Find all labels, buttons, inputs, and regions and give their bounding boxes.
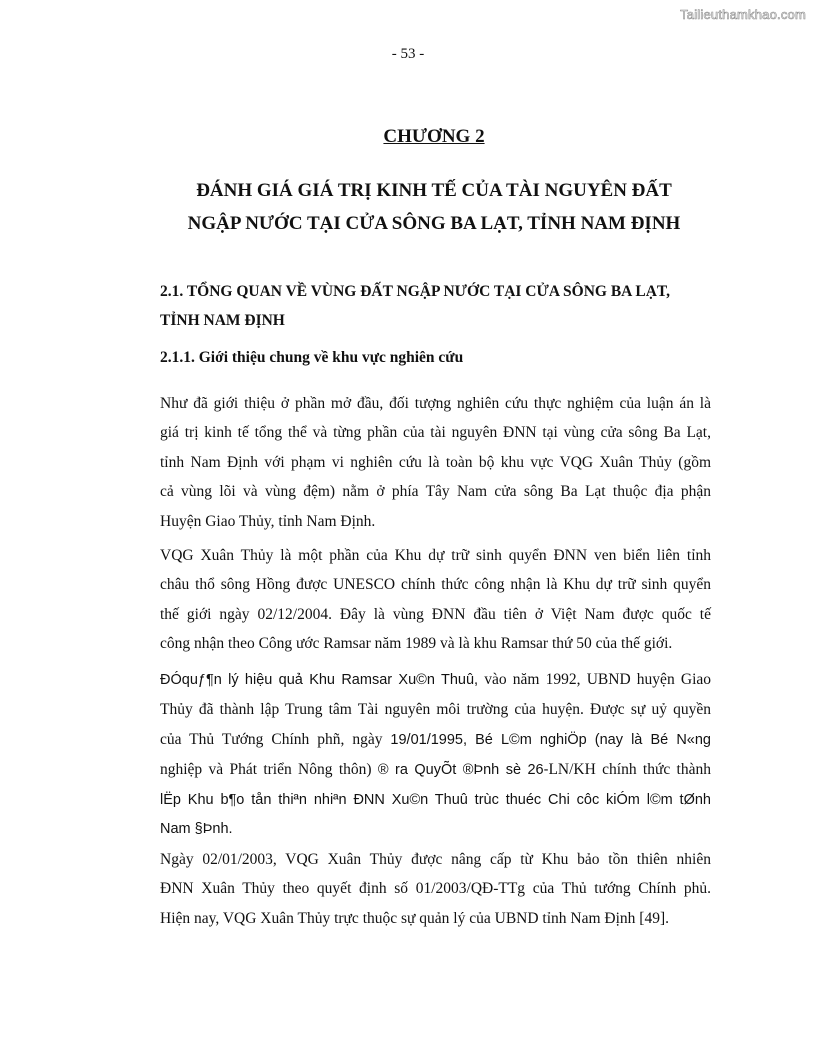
text-run: phñ, xyxy=(317,730,353,748)
paragraph-line: tỉnh Nam Định với phạm vi nghiên cứu là toàn bộ khu vực VQG Xuân Thủy (gồm xyxy=(160,453,711,471)
garbled-text: ĐÓquƒ¶n lý hiệu quả Khu Ramsar Xu©n Thuû, xyxy=(160,672,479,688)
chapter-subtitle-line: NGẬP NƯỚC TẠI CỬA SÔNG BA LẠT, TỈNH NAM ĐỊNH xyxy=(187,213,681,234)
paragraph-line: Huyện Giao Thủy, tỉnh Nam Định. xyxy=(160,512,376,530)
subsection-heading: 2.1.1. Giới thiệu chung về khu vực nghiên cứu xyxy=(160,349,464,366)
text-run: vào năm 1992, UBND huyện Giao xyxy=(478,671,711,688)
paragraph-line: châu thổ sông Hồng được UNESCO chính thức công nhận là Khu dự trữ sinh quyển xyxy=(160,576,711,594)
garbled-text: ® ra QuyÕt ®Þnh sè 26- xyxy=(377,762,549,779)
paragraph-line xyxy=(160,665,711,695)
paragraph-intro xyxy=(160,389,711,536)
paragraph-line: Nam §Þnh. xyxy=(160,821,233,838)
paragraph-history xyxy=(160,665,711,844)
paragraph-line: lËp Khu b¶o tån thiªn nhiªn ĐNN Xu©n Thuû trùc thuéc Chi côc kiÓm l©m tØnh xyxy=(160,791,711,808)
section-heading-line: TỈNH NAM ĐỊNH xyxy=(160,312,285,329)
paragraph-line xyxy=(160,725,711,755)
paragraph-line: ĐNN Xuân Thủy theo quyết định số 01/2003/QĐ-TTg của Thủ tướng Chính phủ. xyxy=(160,880,711,898)
chapter-title: CHƯƠNG 2 xyxy=(383,126,485,147)
section-heading-line: 2.1. TỔNG QUAN VỀ VÙNG ĐẤT NGẬP NƯỚC TẠI CỬA SÔNG BA LẠT, xyxy=(160,283,670,300)
chapter-subtitle-line: ĐÁNH GIÁ GIÁ TRỊ KINH TẾ CỦA TÀI NGUYÊN ĐẤT xyxy=(196,180,672,201)
page-number: - 53 - xyxy=(391,46,425,62)
paragraph-line: Hiện nay, VQG Xuân Thủy trực thuộc sự quản lý của UBND tỉnh Nam Định [49]. xyxy=(160,909,669,927)
paragraph-unesco xyxy=(160,541,711,659)
paragraph-line: giá trị kinh tế tổng thể và từng phần của tài nguyên ĐNN tại vùng cửa sông Ba Lạt, xyxy=(160,424,711,442)
paragraph-line: Ngày 02/01/2003, VQG Xuân Thủy được nâng cấp từ Khu bảo tồn thiên nhiên xyxy=(160,851,711,868)
garbled-text: 19/01/1995, Bé L©m nghiÖp (nay là Bé N«ng xyxy=(390,731,711,748)
paragraph-line: Như đã giới thiệu ở phần mở đầu, đối tượng nghiên cứu thực nghiệm của luận án là xyxy=(160,395,711,412)
paragraph-line: công nhận theo Công ước Ramsar năm 1989 và là khu Ramsar thứ 50 của thế giới. xyxy=(160,635,673,653)
text-run: ngày xyxy=(352,730,391,748)
paragraph-line: cả vùng lõi và vùng đệm) nằm ở phía Tây Nam cửa sông Ba Lạt thuộc địa phận xyxy=(160,483,711,501)
paragraph-upgrade xyxy=(160,845,711,933)
section-heading xyxy=(160,277,720,335)
chapter-subtitle xyxy=(130,174,738,240)
paragraph-line: thế giới ngày 02/12/2004. Đây là vùng ĐNN đầu tiên ở Việt Nam được quốc tế xyxy=(160,605,711,623)
text-run: nghiệp và Phát triển Nông thôn) xyxy=(160,761,378,779)
paragraph-line xyxy=(160,755,711,785)
paragraph-line: Thủy đã thành lập Trung tâm Tài nguyên môi trường của huyện. Được sự uỷ quyền xyxy=(160,701,711,719)
paragraph-line: VQG Xuân Thủy là một phần của Khu dự trữ sinh quyển ĐNN ven biển liên tỉnh xyxy=(160,547,711,564)
text-run: LN/KH chính thức thành xyxy=(548,761,711,779)
watermark: Tailieuthamkhao.com xyxy=(680,7,806,22)
text-run: của Thủ Tướng Chính xyxy=(160,730,318,748)
